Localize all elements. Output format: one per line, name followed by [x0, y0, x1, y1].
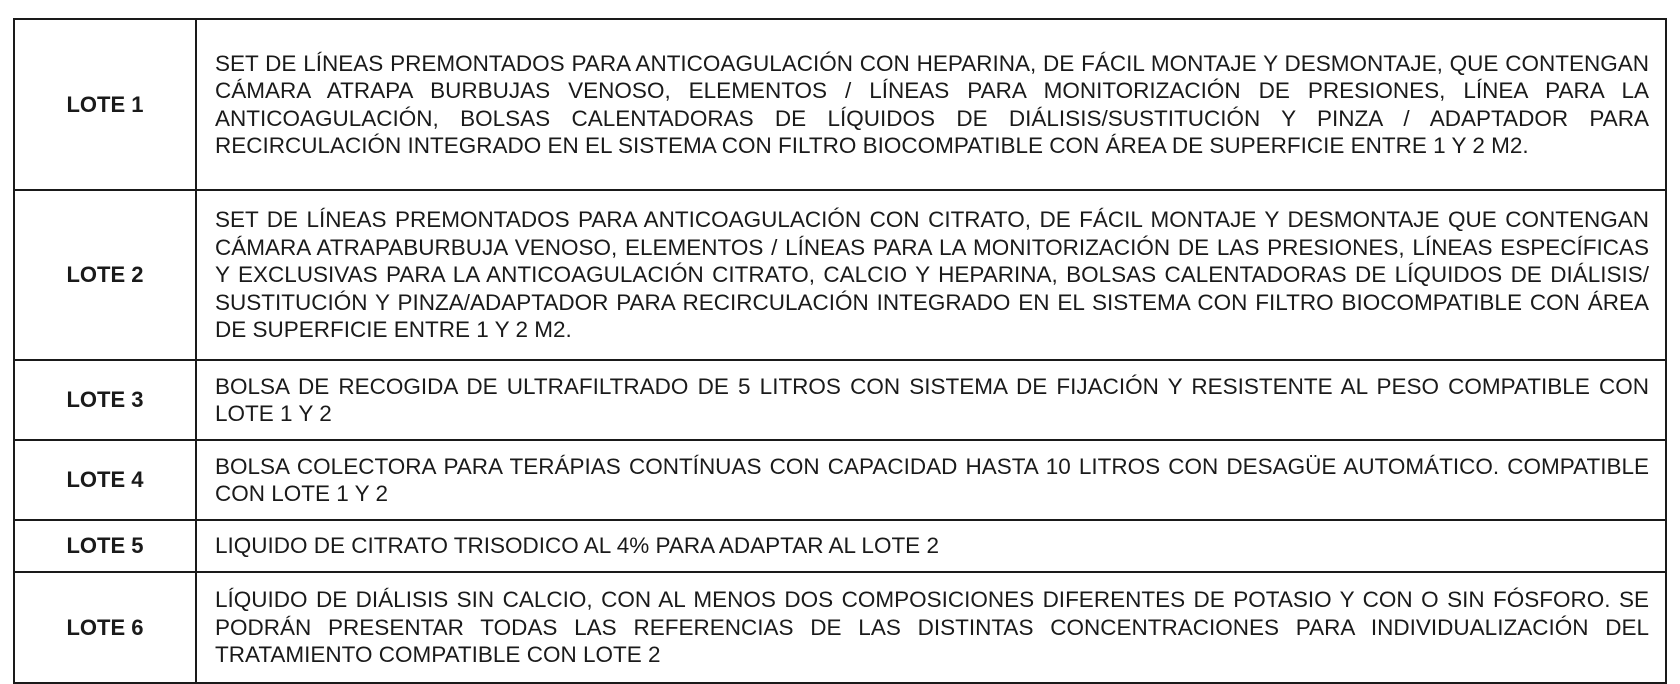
- table-row: [14, 19, 1666, 190]
- lot-description: LIQUIDO DE CITRATO TRISODICO AL 4% PARA ADAPTAR AL LOTE 2: [196, 520, 1666, 572]
- lot-description: LÍQUIDO DE DIÁLISIS SIN CALCIO, CON AL MENOS DOS COMPOSICIONES DIFERENTES DE POTASIO Y CON O SIN FÓSFORO. SE PODRÁN PRESENTAR TODAS LAS REFERENCIAS DE LAS DISTINTAS CONCENTRACIONES PARA INDIVIDUALIZACIÓN DEL TRATAMIENTO COMPATIBLE CON LOTE 2: [196, 572, 1666, 683]
- lot-label: LOTE 6: [14, 572, 196, 683]
- table-row: [14, 190, 1666, 360]
- lots-table: [13, 18, 1667, 684]
- table-row: [14, 572, 1666, 683]
- lot-description: SET DE LÍNEAS PREMONTADOS PARA ANTICOAGULACIÓN CON HEPARINA, DE FÁCIL MONTAJE Y DESMONTAJE, QUE CONTENGAN CÁMARA ATRAPA BURBUJAS VENOSO, ELEMENTOS / LÍNEAS PARA MONITORIZACIÓN DE PRESIONES, LÍNEA PARA LA ANTICOAGULACIÓN, BOLSAS CALENTADORAS DE LÍQUIDOS DE DIÁLISIS/SUSTITUCIÓN Y PINZA / ADAPTADOR PARA RECIRCULACIÓN INTEGRADO EN EL SISTEMA CON FILTRO BIOCOMPATIBLE CON ÁREA DE SUPERFICIE ENTRE 1 Y 2 M2.: [196, 19, 1666, 190]
- lot-description: SET DE LÍNEAS PREMONTADOS PARA ANTICOAGULACIÓN CON CITRATO, DE FÁCIL MONTAJE Y DESMONTAJE QUE CONTENGAN CÁMARA ATRAPABURBUJA VENOSO, ELEMENTOS / LÍNEAS PARA LA MONITORIZACIÓN DE LAS PRESIONES, LÍNEAS ESPECÍFICAS Y EXCLUSIVAS PARA LA ANTICOAGULACIÓN CITRATO, CALCIO Y HEPARINA, BOLSAS CALENTADORAS DE LÍQUIDOS DE DIÁLISIS/ SUSTITUCIÓN Y PINZA/ADAPTADOR PARA RECIRCULACIÓN INTEGRADO EN EL SISTEMA CON FILTRO BIOCOMPATIBLE CON ÁREA DE SUPERFICIE ENTRE 1 Y 2 M2.: [196, 190, 1666, 360]
- lot-description: BOLSA COLECTORA PARA TERÁPIAS CONTÍNUAS CON CAPACIDAD HASTA 10 LITROS CON DESAGÜE AUTOMÁTICO. COMPATIBLE CON LOTE 1 Y 2: [196, 440, 1666, 520]
- lot-label: LOTE 5: [14, 520, 196, 572]
- table-row: [14, 360, 1666, 440]
- lot-label: LOTE 3: [14, 360, 196, 440]
- lot-label: LOTE 4: [14, 440, 196, 520]
- lots-table-body: [14, 19, 1666, 683]
- lot-description: BOLSA DE RECOGIDA DE ULTRAFILTRADO DE 5 LITROS CON SISTEMA DE FIJACIÓN Y RESISTENTE AL PESO COMPATIBLE CON LOTE 1 Y 2: [196, 360, 1666, 440]
- lot-label: LOTE 2: [14, 190, 196, 360]
- lot-label: LOTE 1: [14, 19, 196, 190]
- table-row: [14, 440, 1666, 520]
- table-row: [14, 520, 1666, 572]
